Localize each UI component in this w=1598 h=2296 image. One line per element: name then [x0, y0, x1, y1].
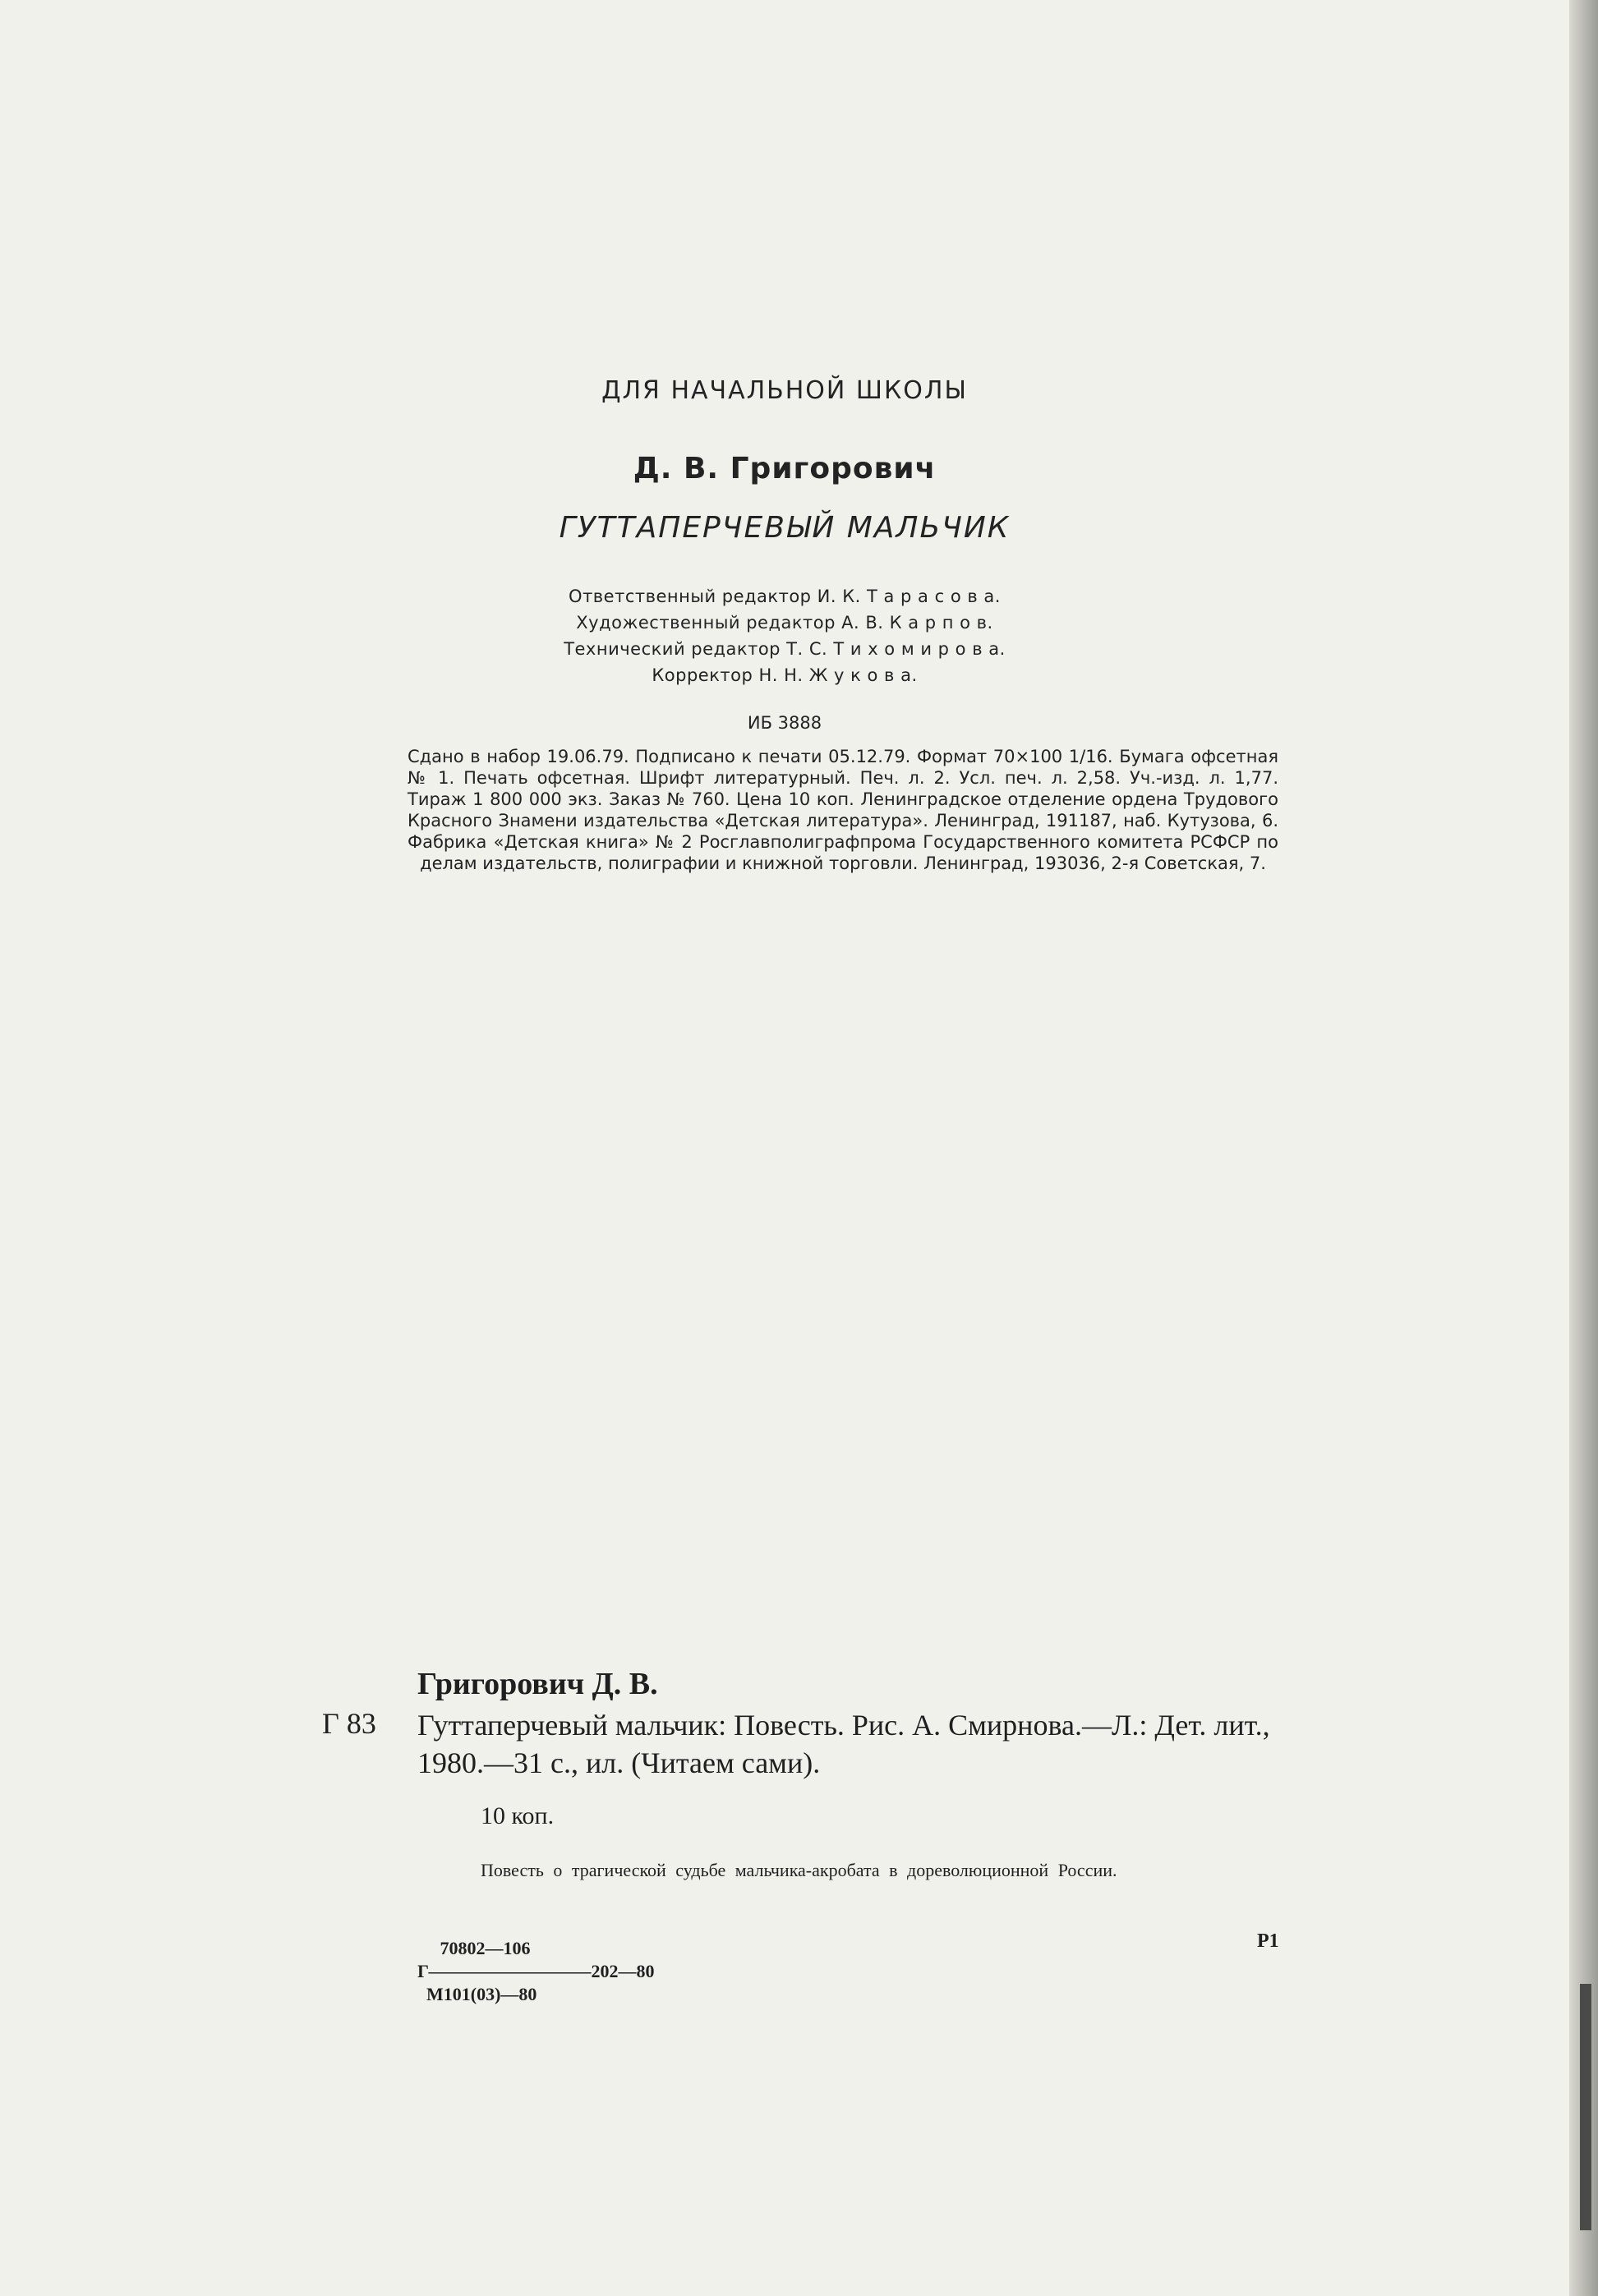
classification-index: Р1 [1257, 1930, 1279, 1952]
author-code: Г 83 [322, 1707, 376, 1740]
staff-line: Художественный редактор А. В. К а р п о в. [576, 613, 993, 633]
series-heading: ДЛЯ НАЧАЛЬНОЙ ШКОЛЫ [601, 376, 968, 405]
catalog-code-line: Г—————————202—80 [417, 1961, 655, 1981]
bibliographic-author: Григорович Д. В. [417, 1667, 658, 1701]
staff-line: Корректор Н. Н. Ж у к о в а. [652, 665, 918, 685]
ib-number: ИБ 3888 [747, 713, 822, 733]
bibliographic-description: Гуттаперчевый мальчик: Повесть. Рис. А. Смирнова.—Л.: Дет. лит., 1980.—31 с., ил. (Читаем сами). [417, 1709, 1270, 1779]
editorial-staff [0, 583, 1569, 688]
author-name: Д. В. Григорович [633, 452, 937, 485]
imprint-paragraph: Сдано в набор 19.06.79. Подписано к печати 05.12.79. Формат 70×100 1/16. Бумага офсетная № 1. Печать офсетная. Шрифт литературный. Печ. л. 2. Усл. печ. л. 2,58. Уч.-изд. л. 1,77. Тираж 1 800 000 экз. Заказ № 760. Цена 10 коп. Ленинградское отделение ордена Трудового Красного Знамени издательства «Детская литература». Ленинград, 191187, наб. Кутузова, 6. Фабрика «Детская книга» № 2 Росглавполиграфпрома Государственного комитета РСФСР по делам издательств, полиграфии и книжной торговли. Ленинград, 193036, 2-я Советская, 7. [408, 747, 1278, 873]
catalog-code-line: 70802—106 [417, 1938, 531, 1958]
staff-line: Ответственный редактор И. К. Т а р а с о в а. [569, 587, 1001, 606]
book-title: ГУТТАПЕРЧЕВЫЙ МАЛЬЧИК [559, 511, 1011, 545]
staff-line: Технический редактор Т. С. Т и х о м и р о в а. [564, 639, 1006, 659]
catalog-code-line: М101(03)—80 [417, 1984, 537, 2004]
price: 10 коп. [481, 1802, 555, 1829]
page-edge [1569, 0, 1598, 2296]
edge-shadow [1580, 1984, 1591, 2230]
annotation: Повесть о трагической судьбе мальчика-акробата в дореволюционной России. [481, 1860, 1117, 1880]
catalog-codes [417, 1937, 654, 2006]
